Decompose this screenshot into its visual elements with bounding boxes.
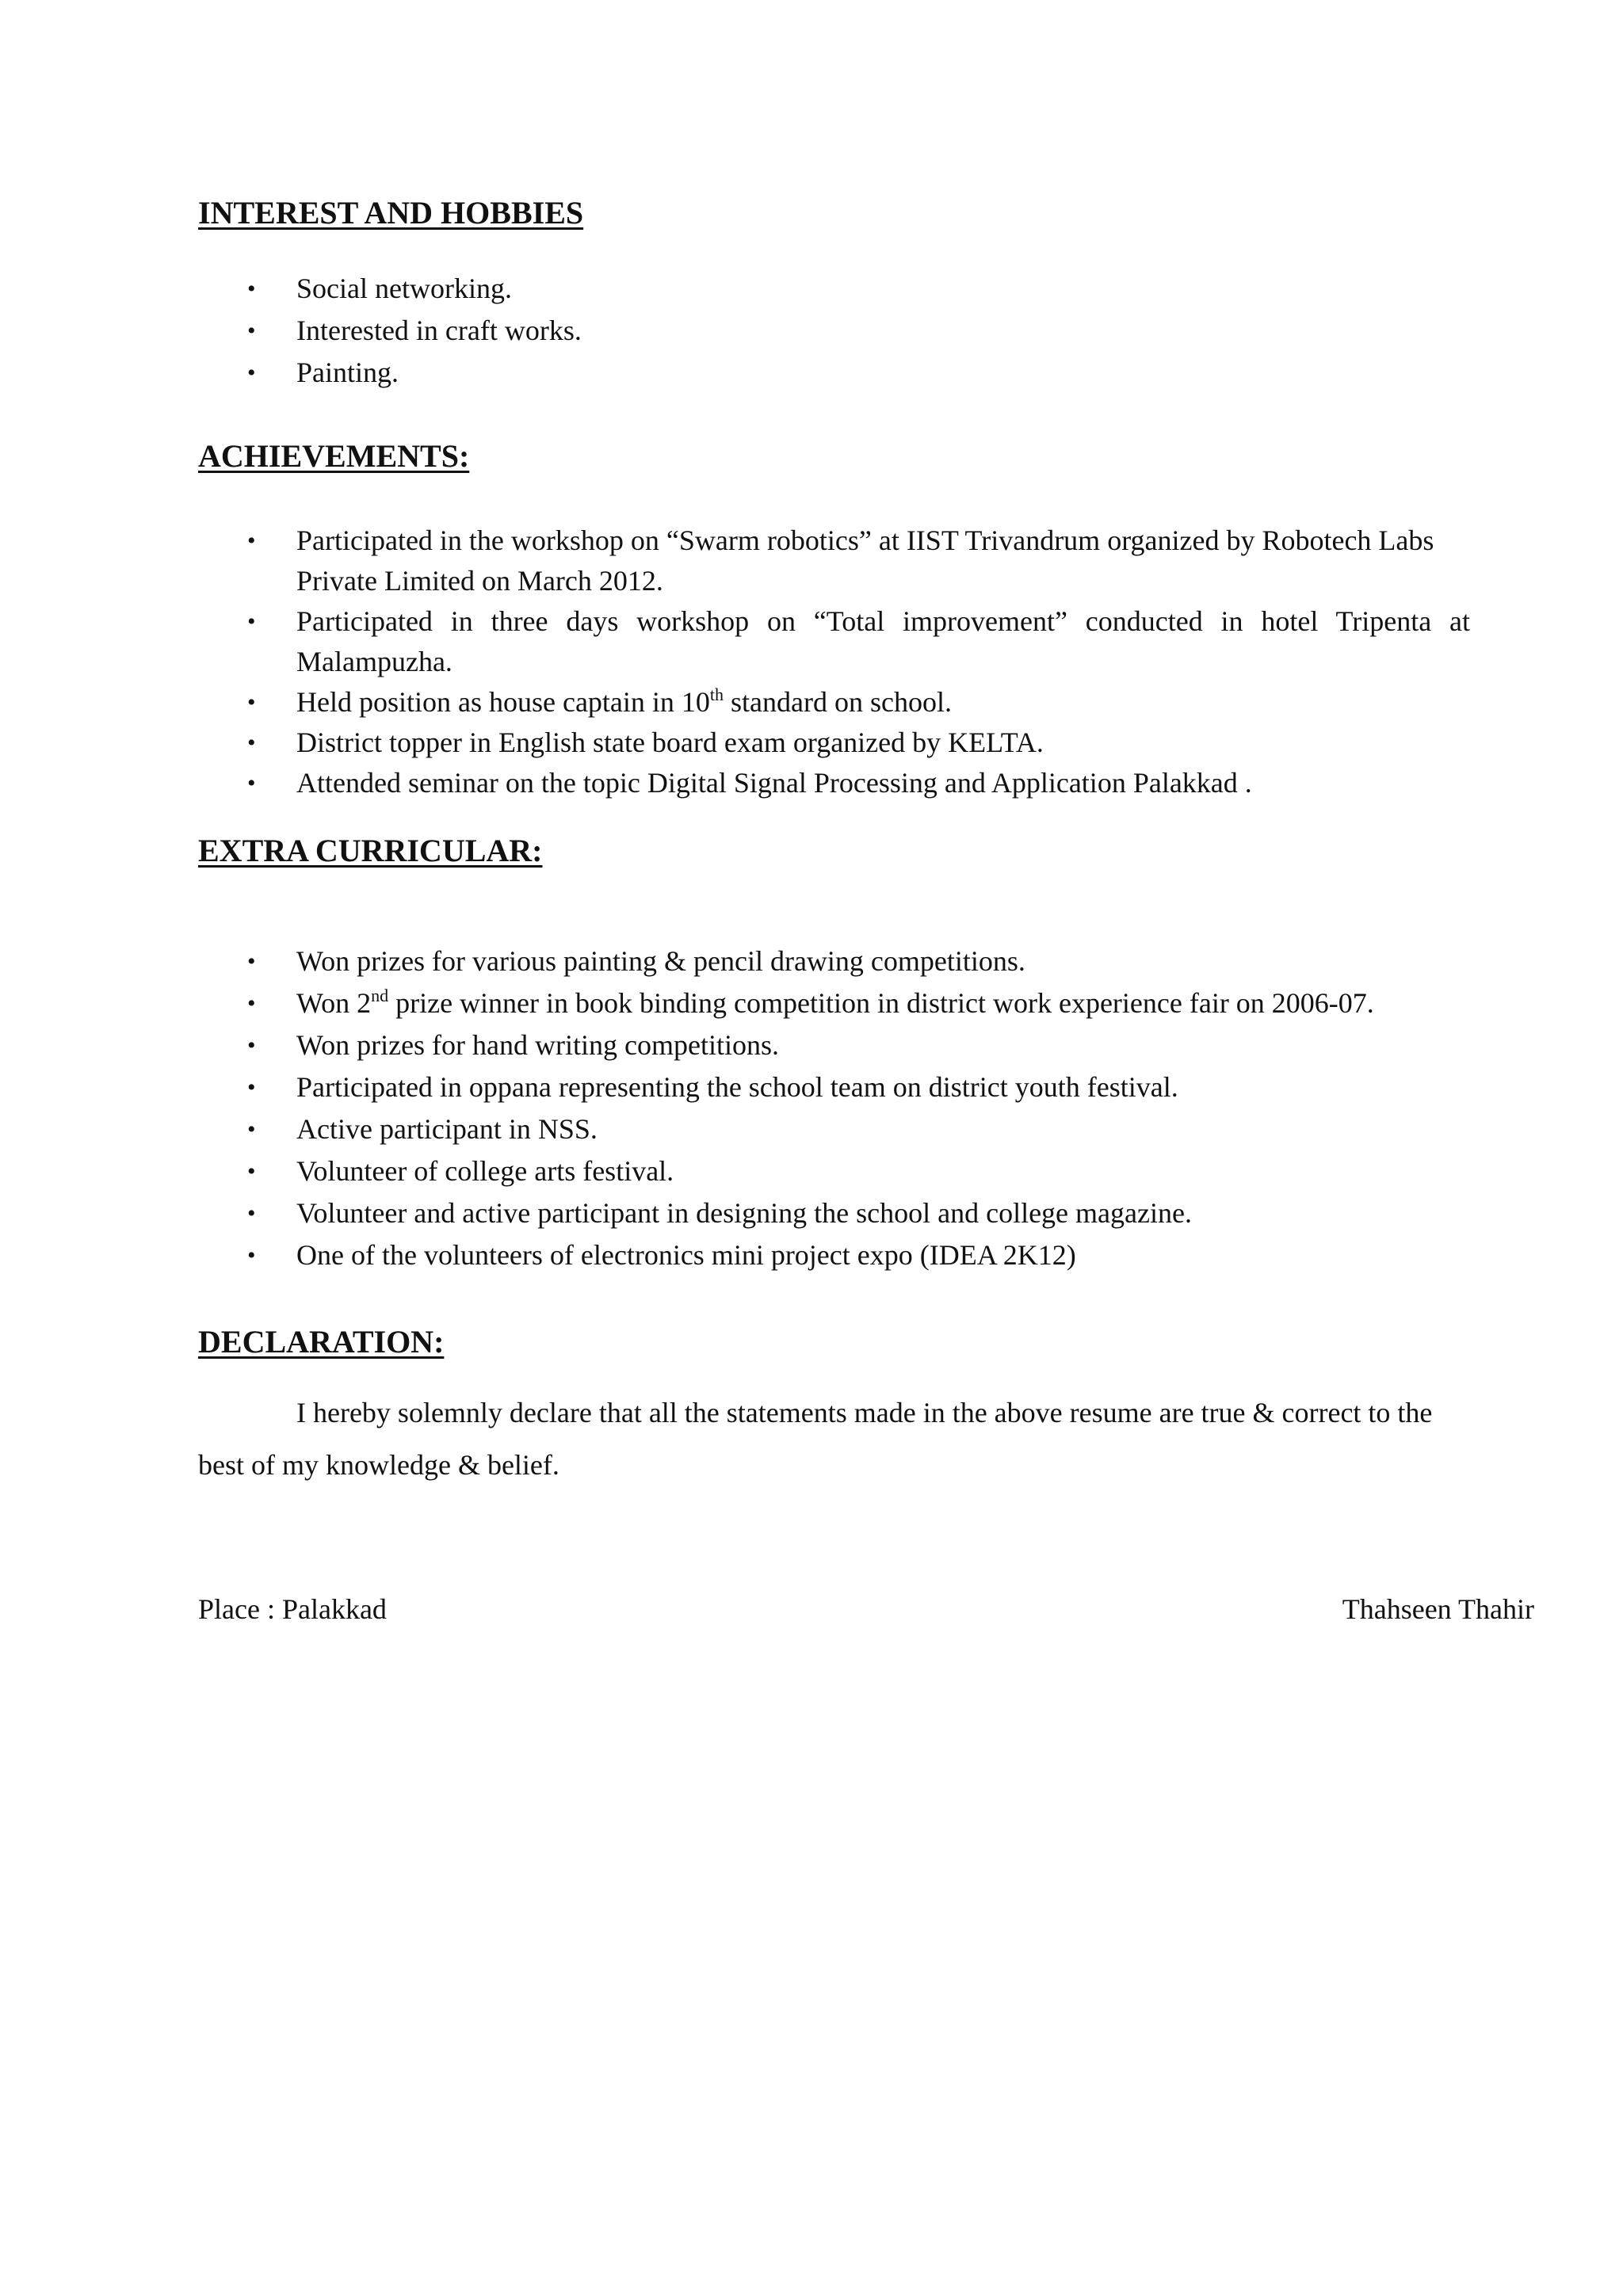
superscript: th <box>709 685 724 704</box>
list-item <box>198 1234 1466 1276</box>
list-item-text: Volunteer and active participant in designing the school and college magazine. <box>296 1197 1192 1229</box>
bullet-icon: • <box>247 1116 256 1142</box>
list-item-text: District topper in English state board exam organized by KELTA. <box>296 727 1044 758</box>
list-item-text: Won prizes for various painting & pencil drawing competitions. <box>296 945 1025 977</box>
bullet-icon: • <box>247 360 256 386</box>
list-item <box>198 1192 1466 1234</box>
bullet-icon: • <box>247 990 256 1016</box>
bullet-icon: • <box>247 1032 256 1058</box>
bullet-icon: • <box>247 1242 256 1268</box>
list-item <box>198 682 1470 723</box>
list-item-text: Participated in oppana representing the school team on district youth festival. <box>296 1071 1178 1103</box>
bullet-icon: • <box>247 948 256 974</box>
declaration-text: I hereby solemnly declare that all the statements made in the above resume are true & correct to the best of my knowledge & belief. <box>198 1397 1433 1481</box>
list-item <box>198 268 1466 310</box>
list-item <box>198 940 1466 982</box>
bullet-icon: • <box>247 1200 256 1226</box>
list-item-text: Volunteer of college arts festival. <box>296 1155 674 1187</box>
list-item <box>198 982 1466 1024</box>
achievements-heading: ACHIEVEMENTS: <box>198 438 470 474</box>
superscript: nd <box>371 986 389 1005</box>
place-label: Place : Palakkad <box>198 1593 387 1625</box>
bullet-icon: • <box>247 528 256 554</box>
list-item <box>198 763 1470 803</box>
interests-heading: INTEREST AND HOBBIES <box>198 195 584 231</box>
list-item <box>198 521 1470 601</box>
list-item <box>198 1108 1466 1150</box>
list-item-text: Social networking. <box>296 273 512 304</box>
list-item-text-start: Held position as house captain in 10 <box>296 686 710 718</box>
extra-curricular-heading: EXTRA CURRICULAR: <box>198 833 543 868</box>
bullet-icon: • <box>247 770 256 796</box>
list-item <box>198 601 1470 682</box>
list-item-text: Painting. <box>296 357 399 388</box>
list-item <box>198 723 1470 763</box>
signature-name: Thahseen Thahir <box>1342 1593 1534 1625</box>
list-item-text: Attended seminar on the topic Digital Signal Processing and Application Palakkad . <box>296 767 1252 799</box>
interests-list <box>198 268 1466 394</box>
list-item-text: Won prizes for hand writing competitions. <box>296 1029 779 1061</box>
bullet-icon: • <box>247 1074 256 1100</box>
list-item-text-end: standard on school. <box>724 686 952 718</box>
list-item <box>198 1024 1466 1066</box>
list-item-text: Participated in the workshop on “Swarm robotics” at IIST Trivandrum organized by Robotech Labs Private Limited on March 2012. <box>296 524 1434 597</box>
list-item <box>198 310 1466 352</box>
list-item-text: Interested in craft works. <box>296 315 582 346</box>
bullet-icon: • <box>247 608 256 635</box>
declaration-heading: DECLARATION: <box>198 1324 445 1360</box>
achievements-list <box>198 521 1470 803</box>
list-item-text: One of the volunteers of electronics mini project expo (IDEA 2K12) <box>296 1239 1076 1271</box>
bullet-icon: • <box>247 1158 256 1184</box>
list-item-text-end: prize winner in book binding competition in district work experience fair on 2006-07. <box>388 987 1374 1019</box>
list-item <box>198 1150 1466 1192</box>
list-item-text: Active participant in NSS. <box>296 1113 598 1145</box>
bullet-icon: • <box>247 730 256 756</box>
achievements-section <box>198 437 1470 803</box>
list-item-text-start: Won 2 <box>296 987 372 1019</box>
list-item <box>198 1066 1466 1108</box>
list-item-text: Participated in three days workshop on “Total improvement” conducted in hotel Tripenta at Malampuzha. <box>296 605 1470 677</box>
bullet-icon: • <box>247 689 256 715</box>
list-item <box>198 352 1466 394</box>
bullet-icon: • <box>247 276 256 302</box>
extra-curricular-list <box>198 940 1466 1276</box>
extra-curricular-section <box>198 832 1466 1276</box>
declaration-section <box>198 1323 1545 1520</box>
interests-section <box>198 194 1466 394</box>
bullet-icon: • <box>247 318 256 344</box>
